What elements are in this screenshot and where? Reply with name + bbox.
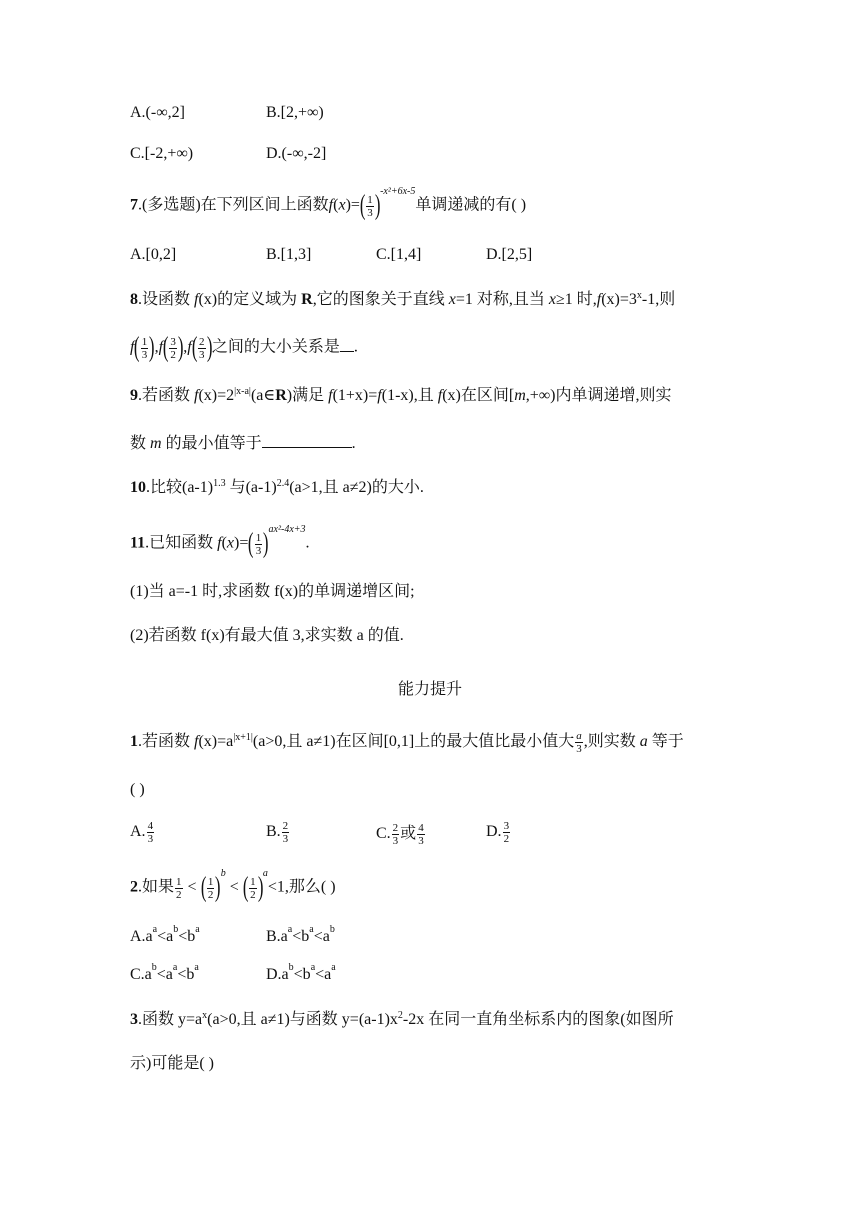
question-11: 11.已知函数 f(x)=( $\frac{1}{3}$ )$^{ax^2-4x+3}$. xyxy=(130,524,310,559)
s1-option-b: B. $\frac{2}{3}$ xyxy=(266,820,289,845)
ability-question-1-paren: ( ) xyxy=(130,781,145,798)
answer-blank xyxy=(262,431,352,448)
q7-option-d: D.[2,5] xyxy=(486,246,533,263)
question-11-part-2: (2)若函数 f(x)有最大值 3,求实数 a 的值. xyxy=(130,627,404,644)
question-9-line-2: 数 m 的最小值等于 . xyxy=(130,431,356,456)
q7-option-b: B.[1,3] xyxy=(266,246,312,263)
question-7: 7.(多选题)在下列区间上函数f(x)=( $\frac{1}{3}$ )$^{-x^2+6x-5}$单调递减的有( ) xyxy=(130,186,527,221)
q6-option-b: B.[2,+∞) xyxy=(266,104,324,121)
question-8-line-2: f( $\frac{1}{3}$ ),f( $\frac{3}{2}$ ),f( $\frac{2}{3}$ )之间的大小关系是 . xyxy=(130,332,358,363)
s1-option-c: C. $\frac{2}{3}$ 或 $\frac{4}{3}$ xyxy=(376,821,424,847)
q7-option-a: A.[0,2] xyxy=(130,246,177,263)
ability-question-2: 2.如果 $\frac{1}{2}$ < ( $\frac{1}{2}$ )$^b$ < ( $\frac{1}{2}$ )$^a$<1,那么( ) xyxy=(130,868,336,903)
s1-option-a: A. $\frac{4}{3}$ xyxy=(130,820,154,845)
s2-option-b: $B.a^a<b^a<a^b$ xyxy=(266,924,335,945)
ability-question-3-line-1: 3.函数 $y=a^x(a>0$,且 a≠1)与函数 $y=(a-1)x^2-2x$ 在同一直角坐标系内的图象(如图所 xyxy=(130,1010,674,1028)
section-title: 能力提升 xyxy=(397,679,462,698)
s2-option-a: $A.a^a<a^b<b^a$ xyxy=(130,924,200,945)
s1-option-d: D. $\frac{3}{2}$ xyxy=(486,820,510,845)
ability-question-1: 1.若函数 $f(x)=a^{|x+1|}(a>0$,且 a≠1)在区间[0,1]上的最大值比最小值大 $\frac{a}{3}$ ,则实数 a 等于 xyxy=(130,730,684,755)
question-9-line-1: 9.若函数 $f(x)=2^{|x-a|}(a\in R)$满足 f(1+x)=f(1-x),且 f(x)在区间[m,+∞)内单调递增,则实 xyxy=(130,386,672,404)
question-10: 10.比较$(a-1)^{1.3}$ 与$(a-1)^{2.4}(a>1$,且 a≠2)的大小. xyxy=(130,478,424,496)
ability-question-3-line-2: 示)可能是( ) xyxy=(130,1055,214,1072)
q6-option-a: A.(-∞,2] xyxy=(130,104,185,121)
question-11-part-1: (1)当 a=-1 时,求函数 f(x)的单调递增区间; xyxy=(130,583,415,600)
q6-option-d: D.(-∞,-2] xyxy=(266,145,327,162)
s2-option-d: $D.a^b<b^a<a^a$ xyxy=(266,962,336,983)
question-8-line-1: 8.设函数 f(x)的定义域为 R,它的图象关于直线 x=1 对称,且当 x≥1 时$,f(x)=3^x-1$,则 xyxy=(130,290,676,308)
answer-blank xyxy=(340,335,354,352)
s2-option-c: $C.a^b<a^a<b^a$ xyxy=(130,962,199,983)
q7-option-c: C.[1,4] xyxy=(376,246,422,263)
q6-option-c: C.[-2,+∞) xyxy=(130,145,194,162)
